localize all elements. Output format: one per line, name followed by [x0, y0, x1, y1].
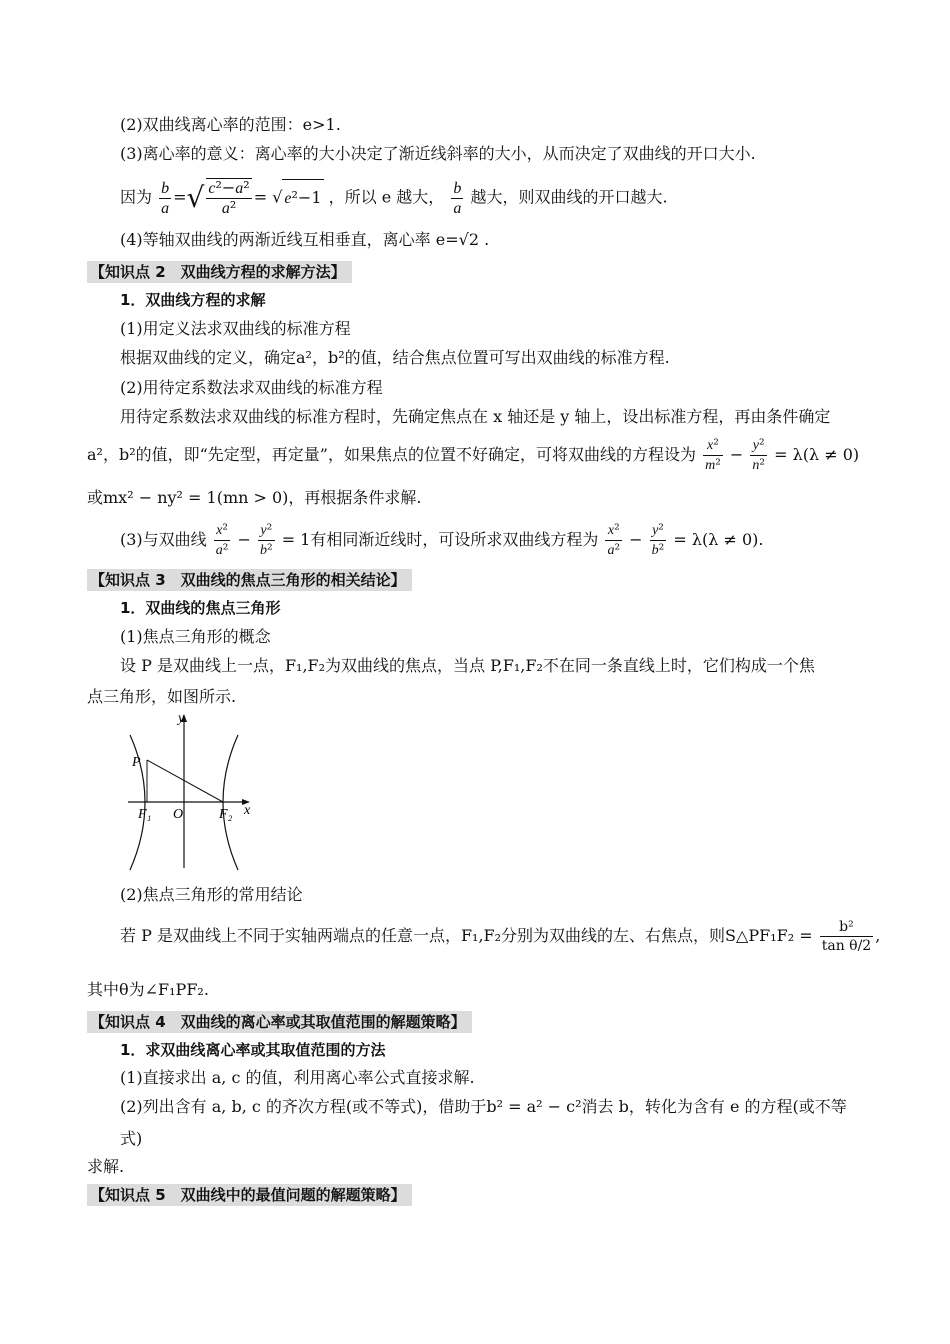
- text-line: (2)焦点三角形的常用结论: [120, 885, 303, 904]
- f1-label: F₁: [138, 807, 152, 822]
- formula-line: a²，b²的值，即“先定型，再定量”，如果焦点的位置不好确定，可将双曲线的方程设为 $\frac{\text{x²}}{\text{m²}}$ − $\frac{\text{y²}}{\text{n²}}$ = λ(λ ≠ 0): [87, 437, 860, 473]
- f2-label: F₂: [219, 807, 233, 822]
- hyperbola-figure: [120, 710, 270, 880]
- y-label: y: [178, 711, 185, 726]
- section-header: 【知识点 2 双曲线方程的求解方法】: [87, 261, 352, 283]
- section-header: 【知识点 5 双曲线中的最值问题的解题策略】: [87, 1184, 412, 1206]
- subheading: 1．求双曲线离心率或其取值范围的方法: [120, 1041, 386, 1059]
- origin-label: O: [173, 807, 184, 822]
- subheading: 1．双曲线方程的求解: [120, 291, 266, 309]
- text-line: 求解.: [87, 1157, 125, 1176]
- section-header: 【知识点 3 双曲线的焦点三角形的相关结论】: [87, 569, 412, 591]
- formula-line: (3)与双曲线 $\frac{\text{x²}}{\text{a²}}$ − $\frac{\text{y²}}{\text{b²}}$ = 1有相同渐近线时，可设所求双曲线方程为 $\frac{\text{x²}}{\text{a²}}$ − $\frac{\text{y²}}{\text{b²}}$ = λ(λ ≠ 0).: [120, 522, 764, 558]
- text-line: (3)离心率的意义：离心率的大小决定了渐近线斜率的大小，从而决定了双曲线的开口大小.: [120, 144, 756, 163]
- text-line: 其中θ为∠F₁PF₂.: [87, 980, 209, 999]
- text-line: (1)焦点三角形的概念: [120, 627, 271, 646]
- text-line: 式): [120, 1129, 143, 1148]
- text-line: (1)直接求出 a, c 的值，利用离心率公式直接求解.: [120, 1068, 475, 1087]
- text-line: 或mx² − ny² = 1(mn > 0)，再根据条件求解.: [87, 488, 422, 507]
- section-header: 【知识点 4 双曲线的离心率或其取值范围的解题策略】: [87, 1011, 472, 1033]
- formula-line: 若 P 是双曲线上不同于实轴两端点的任意一点，F₁,F₂分别为双曲线的左、右焦点，则S△PF₁F₂ = $\frac{\text{b²}}{\text{tan θ/2}}$ ,: [120, 919, 881, 954]
- text-line: (2)列出含有 a, b, c 的齐次方程(或不等式)，借助于b² = a² − c²消去 b，转化为含有 e 的方程(或不等: [120, 1097, 847, 1116]
- pf2-segment: [147, 760, 223, 802]
- formula-line: 因为 $\frac{b}{a}$ =√ $\frac{\text{c²−a²}}{\text{a²}}$ = √ e²−1 ，所以 e 越大， $\frac{b}{a}$ 越大，则双曲线的开口越大.: [120, 178, 668, 217]
- text-line: (1)用定义法求双曲线的标准方程: [120, 319, 351, 338]
- text-line: (2)用待定系数法求双曲线的标准方程: [120, 378, 383, 397]
- text-line: (4)等轴双曲线的两渐近线互相垂直，离心率 e=√2 .: [120, 230, 490, 249]
- p-label: P: [132, 755, 141, 770]
- text-line: 点三角形，如图所示.: [87, 687, 237, 706]
- x-label: x: [244, 803, 251, 818]
- text-line: 设 P 是双曲线上一点，F₁,F₂为双曲线的焦点，当点 P,F₁,F₂不在同一条直线上时，它们构成一个焦: [120, 656, 815, 675]
- subheading: 1．双曲线的焦点三角形: [120, 599, 281, 617]
- text-line: (2)双曲线离心率的范围：e>1.: [120, 115, 341, 134]
- text-line: 根据双曲线的定义，确定a²，b²的值，结合焦点位置可写出双曲线的标准方程.: [120, 348, 670, 367]
- text-line: 用待定系数法求双曲线的标准方程时，先确定焦点在 x 轴还是 y 轴上，设出标准方程，再由条件确定: [120, 407, 831, 426]
